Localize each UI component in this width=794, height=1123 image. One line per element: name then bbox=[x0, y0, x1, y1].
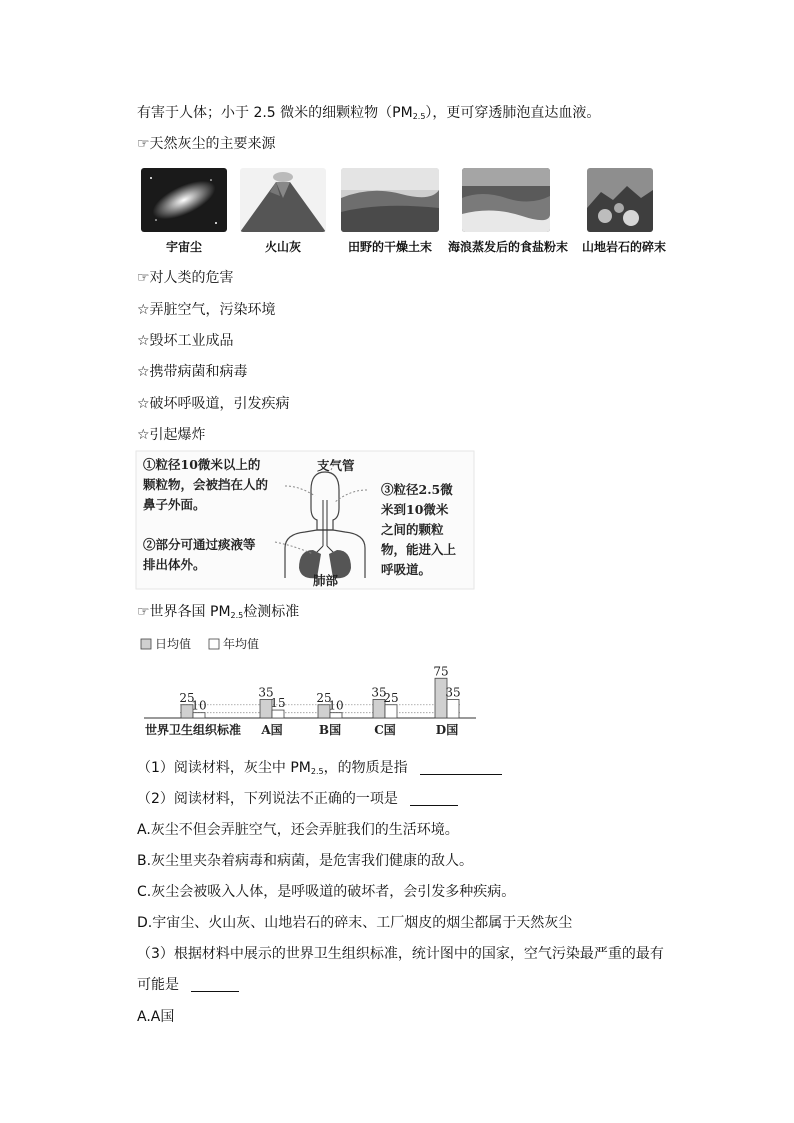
source-caption-galaxy: 宇宙尘 bbox=[165, 240, 202, 254]
option-b: B.灰尘里夹杂着病毒和病菌，是危害我们健康的敌人。 bbox=[137, 853, 474, 869]
option-d: D.宇宙尘、火山灰、山地岩石的碎末、工厂烟皮的烟尘都属于天然灰尘 bbox=[137, 915, 573, 931]
bar-label-annual: 10 bbox=[191, 698, 207, 713]
question-3-option-a: A.A国 bbox=[137, 1009, 175, 1025]
category-label: C国 bbox=[374, 723, 396, 737]
bar-annual bbox=[447, 699, 459, 718]
category-label: 世界卫生组织标准 bbox=[144, 723, 242, 737]
bar-label-daily: 25 bbox=[179, 690, 195, 705]
bar-label-annual: 35 bbox=[445, 685, 461, 700]
bar-label-daily: 35 bbox=[371, 685, 387, 700]
bar-label-daily: 35 bbox=[258, 685, 274, 700]
category-label: D国 bbox=[435, 723, 459, 737]
bar-label-annual: 25 bbox=[383, 690, 399, 705]
category-label: B国 bbox=[318, 723, 342, 737]
diagram-note-1: ①粒径10微米以上的 颗粒物，会被挡在人的 鼻子外面。 bbox=[143, 457, 269, 512]
question-3-line-2: 可能是 bbox=[137, 975, 239, 995]
field-image bbox=[341, 168, 439, 232]
legend-label-annual: 年均值 bbox=[223, 637, 260, 651]
bar-annual bbox=[272, 710, 284, 718]
diagram-note-3: ③粒径2.5微 米到10微米 之间的颗粒 物，能进入上 呼吸道。 bbox=[381, 482, 457, 577]
legend-swatch-annual bbox=[209, 639, 219, 649]
bar-label-annual: 15 bbox=[270, 696, 286, 711]
volcano-image bbox=[240, 168, 326, 232]
source-caption-sea: 海浪蒸发后的食盐粉末 bbox=[447, 240, 568, 254]
source-caption-field: 田野的干燥土末 bbox=[347, 240, 432, 254]
option-c: C.灰尘会被吸入人体，是呼吸道的破坏者，会引发多种疾病。 bbox=[137, 884, 516, 900]
intro-line bbox=[137, 103, 600, 127]
legend-label-daily: 日均值 bbox=[155, 637, 192, 651]
harm-item: ☆弄脏空气，污染环境 bbox=[137, 302, 276, 318]
bar-annual bbox=[330, 713, 342, 718]
bar-label-annual: 10 bbox=[328, 698, 344, 713]
section-standards: ☞世界各国 $PM_{2.5}$检测标准 bbox=[137, 604, 300, 620]
lungs-label: 肺部 bbox=[313, 573, 339, 588]
section-harm: ☞对人类的危害 bbox=[137, 270, 234, 286]
section-natural-sources: ☞天然灰尘的主要来源 bbox=[137, 136, 276, 152]
category-label: A国 bbox=[261, 723, 283, 737]
galaxy-image bbox=[141, 168, 227, 232]
bronchi-label: 支气管 bbox=[317, 458, 355, 473]
intro-subscript: 2.5 bbox=[412, 112, 426, 121]
harm-item: ☆破坏呼吸道，引发疾病 bbox=[137, 396, 290, 412]
pm25-standards-chart bbox=[140, 630, 480, 745]
bar-annual bbox=[193, 713, 205, 718]
answer-blank-2[interactable] bbox=[410, 791, 458, 806]
bar-annual bbox=[385, 705, 397, 718]
bar-label-daily: 25 bbox=[316, 690, 332, 705]
question-3-line-1: （3）根据材料中展示的世界卫生组织标准，统计图中的国家，空气污染最严重的最有 bbox=[137, 946, 664, 962]
harm-item: ☆毁坏工业成品 bbox=[137, 333, 234, 349]
legend-swatch-daily bbox=[141, 639, 151, 649]
bar-label-daily: 75 bbox=[433, 664, 449, 679]
rock-image bbox=[587, 168, 653, 232]
diagram-note-2: ②部分可通过痰液等 排出体外。 bbox=[143, 537, 256, 572]
question-1: （1）阅读材料，灰尘中 $PM_{2.5}$，的物质是指 bbox=[137, 758, 502, 782]
answer-blank-1[interactable] bbox=[420, 760, 502, 775]
harm-item: ☆携带病菌和病毒 bbox=[137, 364, 248, 380]
sea-image bbox=[462, 168, 550, 232]
question-2: （2）阅读材料，下列说法不正确的一项是 bbox=[137, 789, 458, 809]
intro-text-end: ），更可穿透肺泡直达血液。 bbox=[425, 105, 601, 121]
option-a: A.灰尘不但会弄脏空气，还会弄脏我们的生活环境。 bbox=[137, 822, 459, 838]
intro-text: 有害于人体；小于 2.5 微米的细颗粒物（PM bbox=[137, 105, 413, 121]
source-caption-rock: 山地岩石的碎末 bbox=[581, 240, 666, 254]
source-caption-volcano: 火山灰 bbox=[264, 240, 301, 254]
answer-blank-3[interactable] bbox=[191, 977, 239, 992]
harm-item: ☆引起爆炸 bbox=[137, 427, 206, 443]
